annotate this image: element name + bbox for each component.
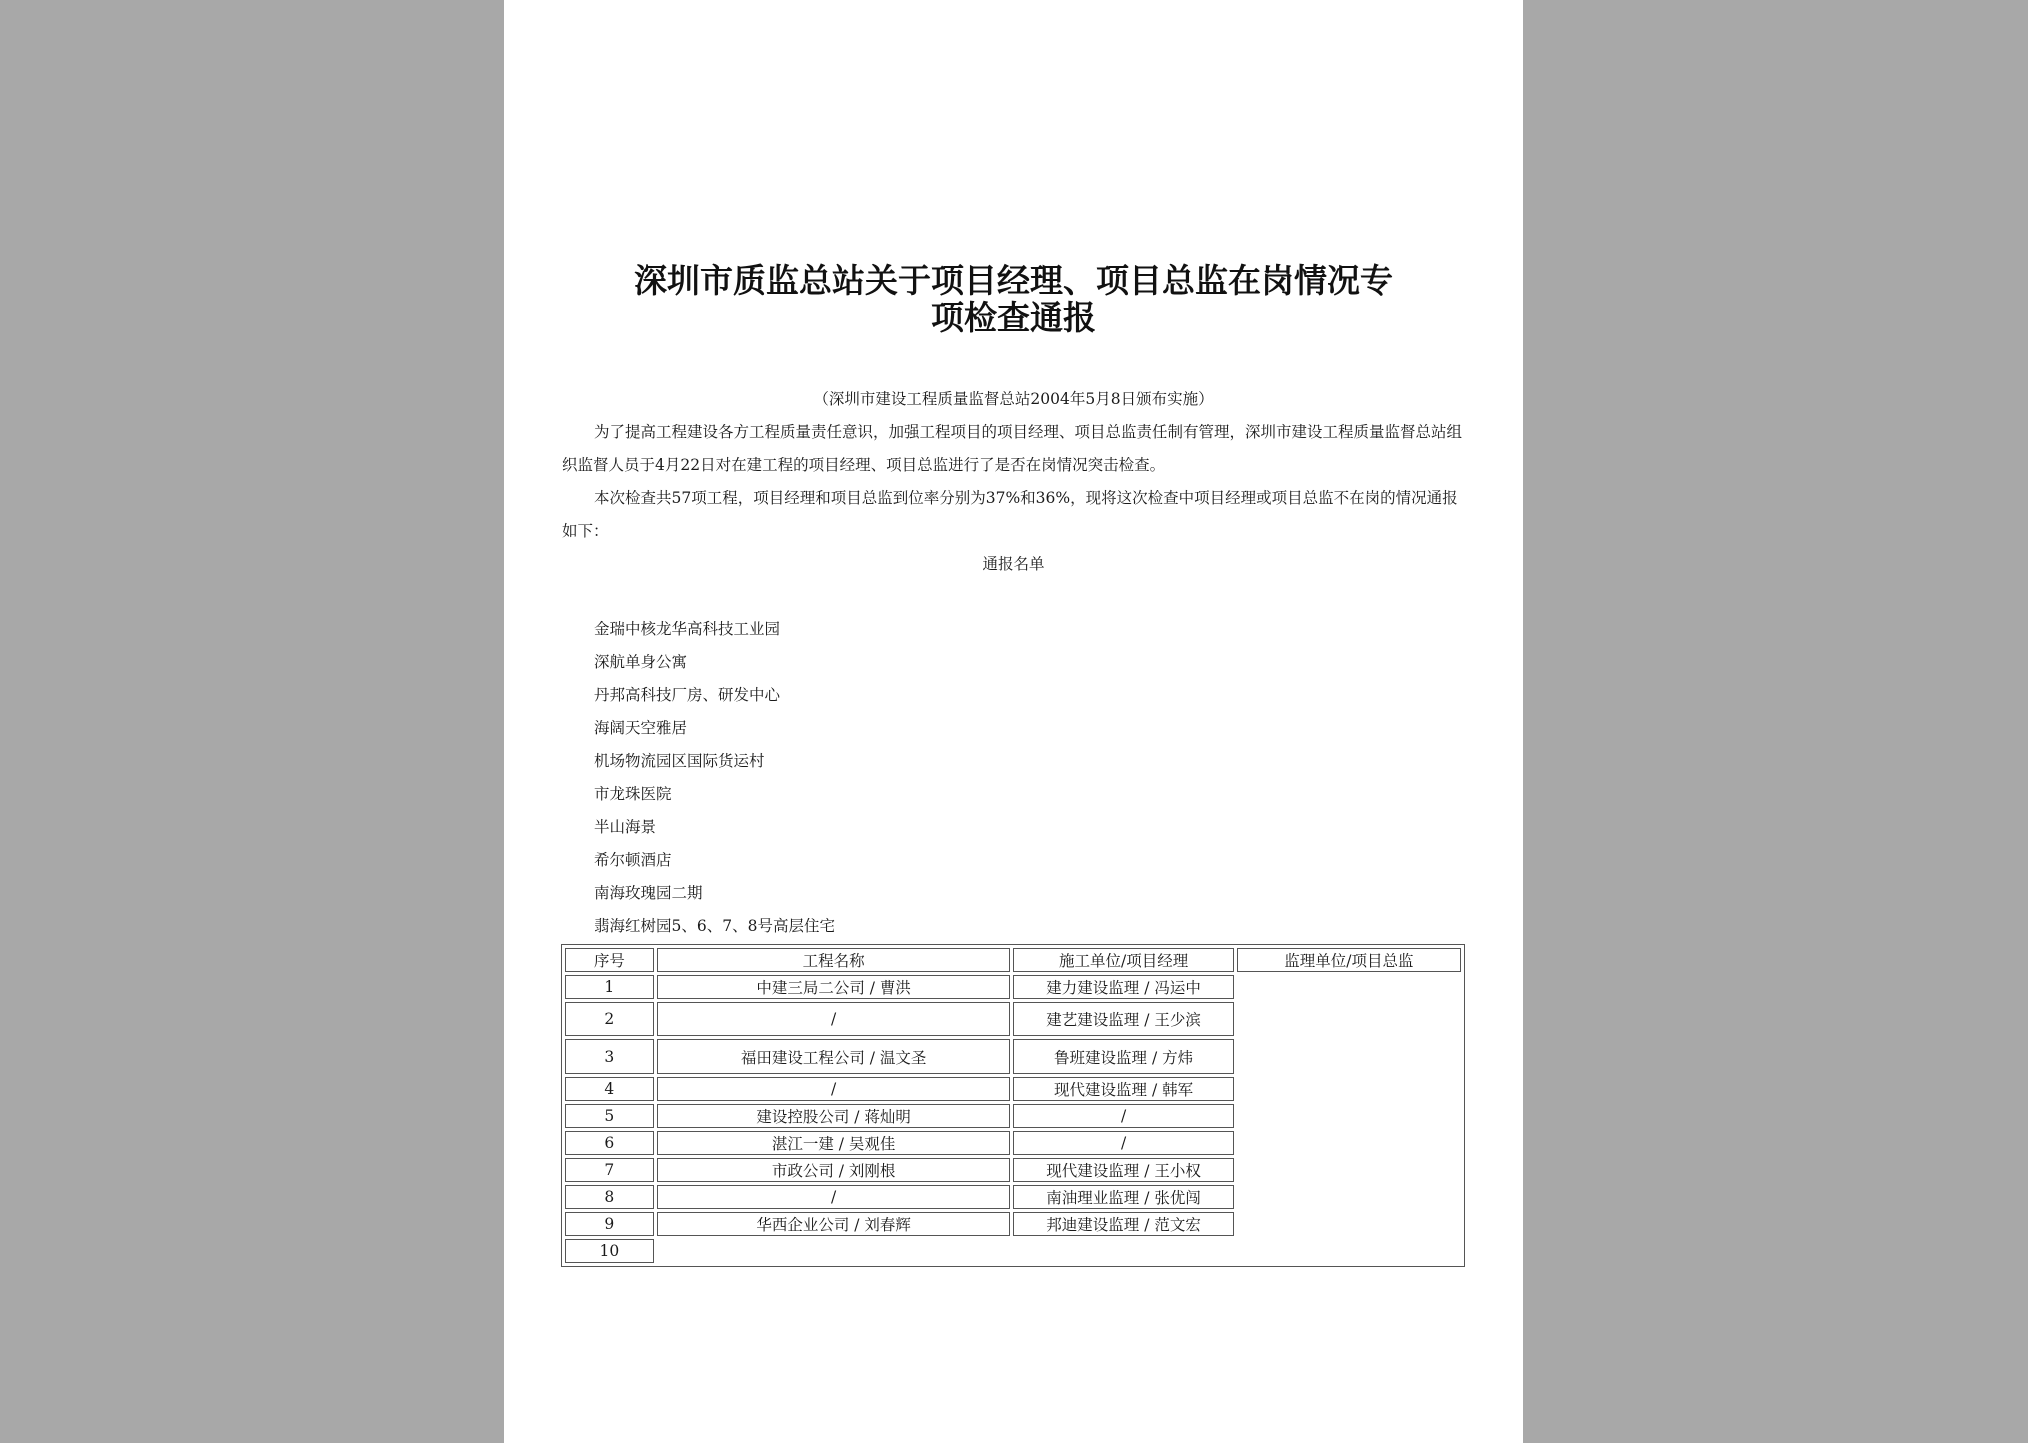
row-contractor: / bbox=[657, 1002, 1011, 1036]
title-line-1: 深圳市质监总站关于项目经理、项目总监在岗情况专 bbox=[634, 261, 1393, 300]
table-header-row bbox=[565, 948, 1461, 972]
header-contractor: 施工单位/项目经理 bbox=[1013, 948, 1233, 972]
row-supervisor: 建力建设监理 / 冯运中 bbox=[1013, 975, 1233, 999]
row-no: 10 bbox=[565, 1239, 654, 1263]
report-table bbox=[561, 944, 1465, 1267]
row-contractor bbox=[657, 1239, 1011, 1263]
row-no: 5 bbox=[565, 1104, 654, 1128]
list-item: 深航单身公寓 bbox=[594, 653, 688, 671]
row-supervisor: / bbox=[1013, 1104, 1233, 1128]
row-no: 2 bbox=[565, 1002, 654, 1036]
document-page bbox=[504, 0, 1523, 1443]
row-no: 8 bbox=[565, 1185, 654, 1209]
row-contractor: 华西企业公司 / 刘春辉 bbox=[657, 1212, 1011, 1236]
list-item: 丹邦高科技厂房、研发中心 bbox=[594, 686, 781, 704]
row-supervisor: 建艺建设监理 / 王少滨 bbox=[1013, 1002, 1233, 1036]
document-title bbox=[504, 262, 1523, 336]
row-contractor: 市政公司 / 刘刚根 bbox=[657, 1158, 1011, 1182]
row-supervisor: 邦迪建设监理 / 范文宏 bbox=[1013, 1212, 1233, 1236]
list-item: 机场物流园区国际货运村 bbox=[594, 752, 765, 770]
header-supervisor: 监理单位/项目总监 bbox=[1237, 948, 1461, 972]
header-no: 序号 bbox=[565, 948, 654, 972]
list-item: 市龙珠医院 bbox=[594, 785, 672, 803]
row-no: 1 bbox=[565, 975, 654, 999]
header-project-name: 工程名称 bbox=[657, 948, 1011, 972]
row-supervisor: 南油理业监理 / 张优闯 bbox=[1013, 1185, 1233, 1209]
row-supervisor: 现代建设监理 / 韩军 bbox=[1013, 1077, 1233, 1101]
row-no: 7 bbox=[565, 1158, 654, 1182]
table-row bbox=[565, 975, 1461, 999]
list-title: 通报名单 bbox=[982, 555, 1045, 573]
paragraph-1: 为了提高工程建设各方工程质量责任意识，加强工程项目的项目经理、项目总监责任制有管理，深圳市建设工程质量监督总站组织监督人员于4月22日对在建工程的项目经理、项目总监进行了是否在岗情况突击检查。 bbox=[562, 423, 1463, 474]
document-subtitle: （深圳市建设工程质量监督总站2004年5月8日颁布实施） bbox=[813, 390, 1214, 408]
list-item: 希尔顿酒店 bbox=[594, 851, 672, 869]
row-supervisor: / bbox=[1013, 1131, 1233, 1155]
list-item: 海阔天空雅居 bbox=[594, 719, 688, 737]
row-no: 3 bbox=[565, 1039, 654, 1074]
list-item: 南海玫瑰园二期 bbox=[594, 884, 703, 902]
project-list bbox=[594, 613, 835, 943]
row-contractor: 中建三局二公司 / 曹洪 bbox=[657, 975, 1011, 999]
row-contractor: 福田建设工程公司 / 温文圣 bbox=[657, 1039, 1011, 1074]
row-contractor: 建设控股公司 / 蒋灿明 bbox=[657, 1104, 1011, 1128]
title-line-2: 项检查通报 bbox=[931, 298, 1096, 337]
row-no: 6 bbox=[565, 1131, 654, 1155]
row-supervisor: 现代建设监理 / 王小权 bbox=[1013, 1158, 1233, 1182]
list-item: 翡海红树园5、6、7、8号高层住宅 bbox=[594, 917, 835, 935]
row-supervisor: 鲁班建设监理 / 方炜 bbox=[1013, 1039, 1233, 1074]
blank-cell bbox=[1237, 975, 1461, 1263]
row-contractor: / bbox=[657, 1077, 1011, 1101]
row-contractor: / bbox=[657, 1185, 1011, 1209]
row-no: 9 bbox=[565, 1212, 654, 1236]
row-supervisor bbox=[1013, 1239, 1233, 1263]
row-contractor: 湛江一建 / 吴观佳 bbox=[657, 1131, 1011, 1155]
paragraph-2: 本次检查共57项工程，项目经理和项目总监到位率分别为37%和36%，现将这次检查中项目经理或项目总监不在岗的情况通报如下： bbox=[562, 489, 1458, 540]
list-item: 半山海景 bbox=[594, 818, 657, 836]
row-no: 4 bbox=[565, 1077, 654, 1101]
list-item: 金瑞中核龙华高科技工业园 bbox=[594, 620, 781, 638]
